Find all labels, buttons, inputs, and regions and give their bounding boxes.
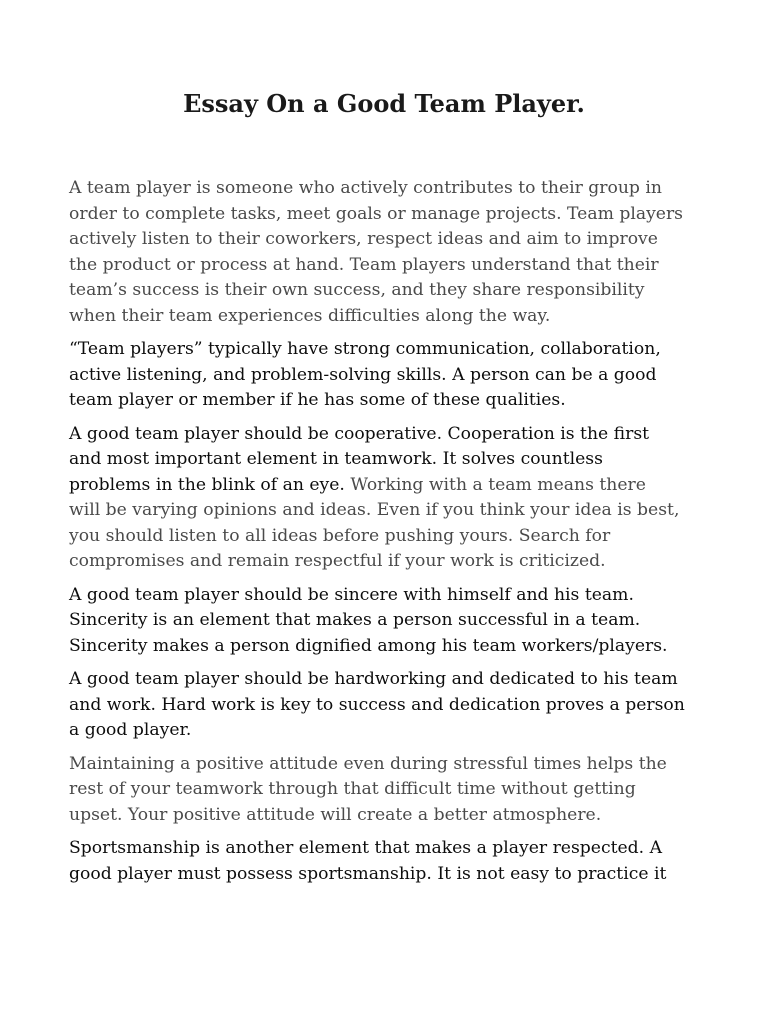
text-line: A good team player should be hardworking and dedicated to his team: [69, 669, 678, 689]
text-line: Sincerity is an element that makes a person successful in a team.: [69, 610, 641, 630]
page-title: Essay On a Good Team Player.: [183, 89, 585, 118]
paragraph-7: [69, 836, 709, 887]
text-line: good player must possess sportsmanship. It is not easy to practice it: [69, 863, 667, 884]
text-line: A good team player should be cooperative. Cooperation is the first: [69, 423, 650, 444]
text-line: and most important element in teamwork. It solves countless: [69, 449, 603, 469]
paragraph-3: [69, 422, 709, 575]
text-line: the product or process at hand. Team players understand that their: [69, 254, 659, 275]
text-line-mixed: [69, 473, 709, 499]
text-line: will be varying opinions and ideas. Even if you think your idea is best,: [69, 500, 680, 520]
text-line: rest of your teamwork through that difficult time without getting: [69, 779, 636, 799]
paragraph-5: [69, 667, 709, 744]
text-line: and work. Hard work is key to success and dedication proves a person: [69, 694, 685, 715]
text-line: order to complete tasks, meet goals or manage projects. Team players: [69, 203, 683, 224]
paragraph-4: [69, 583, 709, 660]
text-line: team’s success is their own success, and they share responsibility: [69, 280, 645, 300]
text-line: when their team experiences difficulties along the way.: [69, 305, 551, 326]
text-segment: Working with a team means there: [344, 474, 646, 495]
text-line: “Team players” typically have strong communication, collaboration,: [69, 339, 661, 359]
text-line: Maintaining a positive attitude even during stressful times helps the: [69, 753, 667, 774]
text-line: upset. Your positive attitude will create a better atmosphere.: [69, 804, 602, 825]
text-line: actively listen to their coworkers, respect ideas and aim to improve: [69, 229, 658, 249]
text-line: team player or member if he has some of these qualities.: [69, 390, 566, 410]
paragraph-2: [69, 337, 709, 414]
text-line: A team player is someone who actively contributes to their group in: [69, 178, 662, 198]
essay-body: [69, 176, 709, 895]
text-line: A good team player should be sincere with himself and his team.: [69, 584, 634, 605]
paragraph-1: [69, 176, 709, 329]
text-line: Sportsmanship is another element that makes a player respected. A: [69, 838, 663, 858]
text-line: a good player.: [69, 720, 192, 740]
text-line: active listening, and problem-solving skills. A person can be a good: [69, 364, 657, 385]
text-segment: problems in the blink of an eye.: [69, 474, 345, 495]
text-line: compromises and remain respectful if your work is criticized.: [69, 551, 606, 571]
text-line: you should listen to all ideas before pushing yours. Search for: [69, 525, 611, 546]
paragraph-6: [69, 752, 709, 829]
text-line: Sincerity makes a person dignified among his team workers/players.: [69, 635, 668, 656]
